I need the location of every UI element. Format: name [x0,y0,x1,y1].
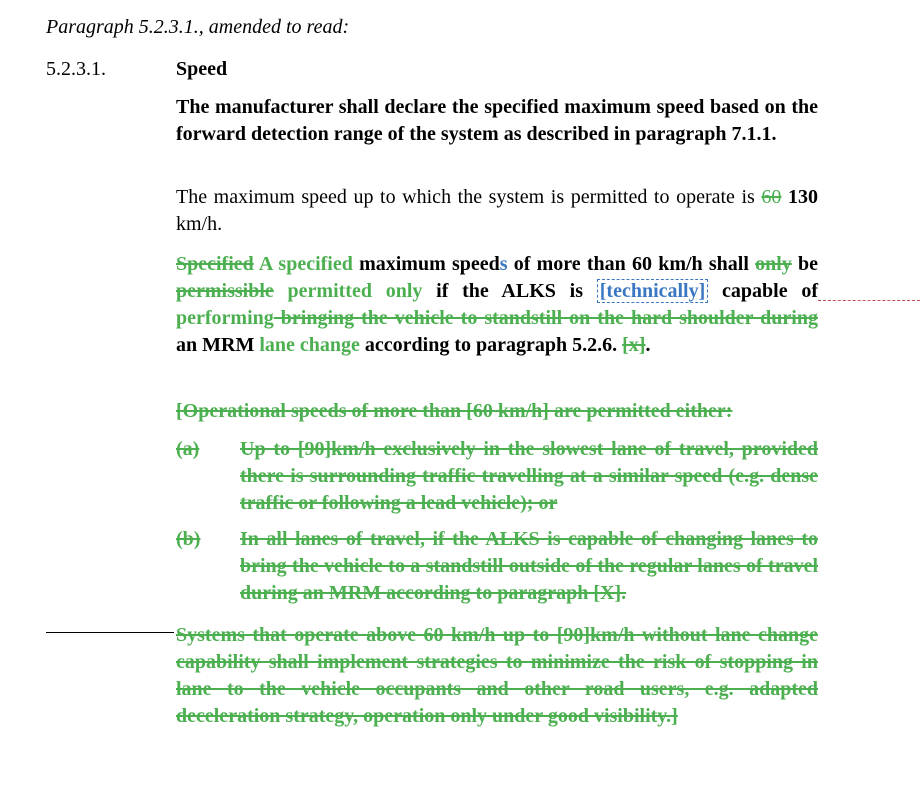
item-b-text: In all lanes of travel, if the ALKS is capable of changing lanes to bring the vehicle to a standstill outside of the regular lanes of travel during an MRM according to paragraph [X]. [240,528,818,604]
deleted-indent-rule [46,632,174,633]
item-b-label: (b) [176,528,201,550]
inserted-text: s [499,253,508,275]
deleted-text: 60 [761,186,782,208]
deleted-text: [x] [622,334,646,356]
deleted-paragraph-operational-speeds: [Operational speeds of more than [60 km/h] are permitted either: [176,400,733,422]
inserted-text: lane change [259,334,360,356]
text: capable of [708,280,819,302]
paragraph-maximum-speed [176,184,818,238]
text: The maximum speed up to which the system is permitted to operate is [176,186,762,208]
deleted-text: bringing the vehicle to standstill on the hard shoulder during [273,307,818,329]
item-a-label: (a) [176,438,200,460]
text: of more than 60 km/h shall [507,253,756,275]
inserted-text: permitted only [273,280,423,302]
deleted-paragraph-systems: Systems that operate above 60 km/h up to [90]km/h without lane change capability shall implement strategies to minimize the risk of stopping in lane to the vehicle occupants and other road users, e.g. adapted deceleration strategy, operation only under good visibility.] [176,624,818,727]
paragraph-specified-speed [176,251,818,359]
comment-connector-line [818,300,920,301]
text: km/h. [176,213,223,235]
deleted-text: only [755,253,792,275]
text: if the ALKS is [422,280,597,302]
comment-highlight[interactable]: [technically] [597,279,709,303]
deleted-text: Specified [176,253,254,275]
paragraph-declare-speed: The manufacturer shall declare the specified maximum speed based on the forward detection range of the system as described in paragraph 7.1.1. [176,96,818,145]
item-a-text: Up to [90]km/h exclusively in the slowest lane of travel, provided there is surrounding traffic travelling at a similar speed (e.g. dense traffic or following a lead vehicle); or [240,438,818,514]
text: according to paragraph 5.2.6. [359,334,623,356]
text: an MRM [176,334,260,356]
deleted-text: permissible [176,280,274,302]
inserted-text: performing [176,307,274,329]
text: maximum speed [352,253,500,275]
section-title: Speed [176,58,228,80]
section-number: 5.2.3.1. [46,58,106,80]
text: . [645,334,651,356]
text: be [791,253,819,275]
inserted-text: A specified [253,253,353,275]
amendment-intro: Paragraph 5.2.3.1., amended to read: [46,16,350,38]
inserted-value: 130 [788,186,819,208]
